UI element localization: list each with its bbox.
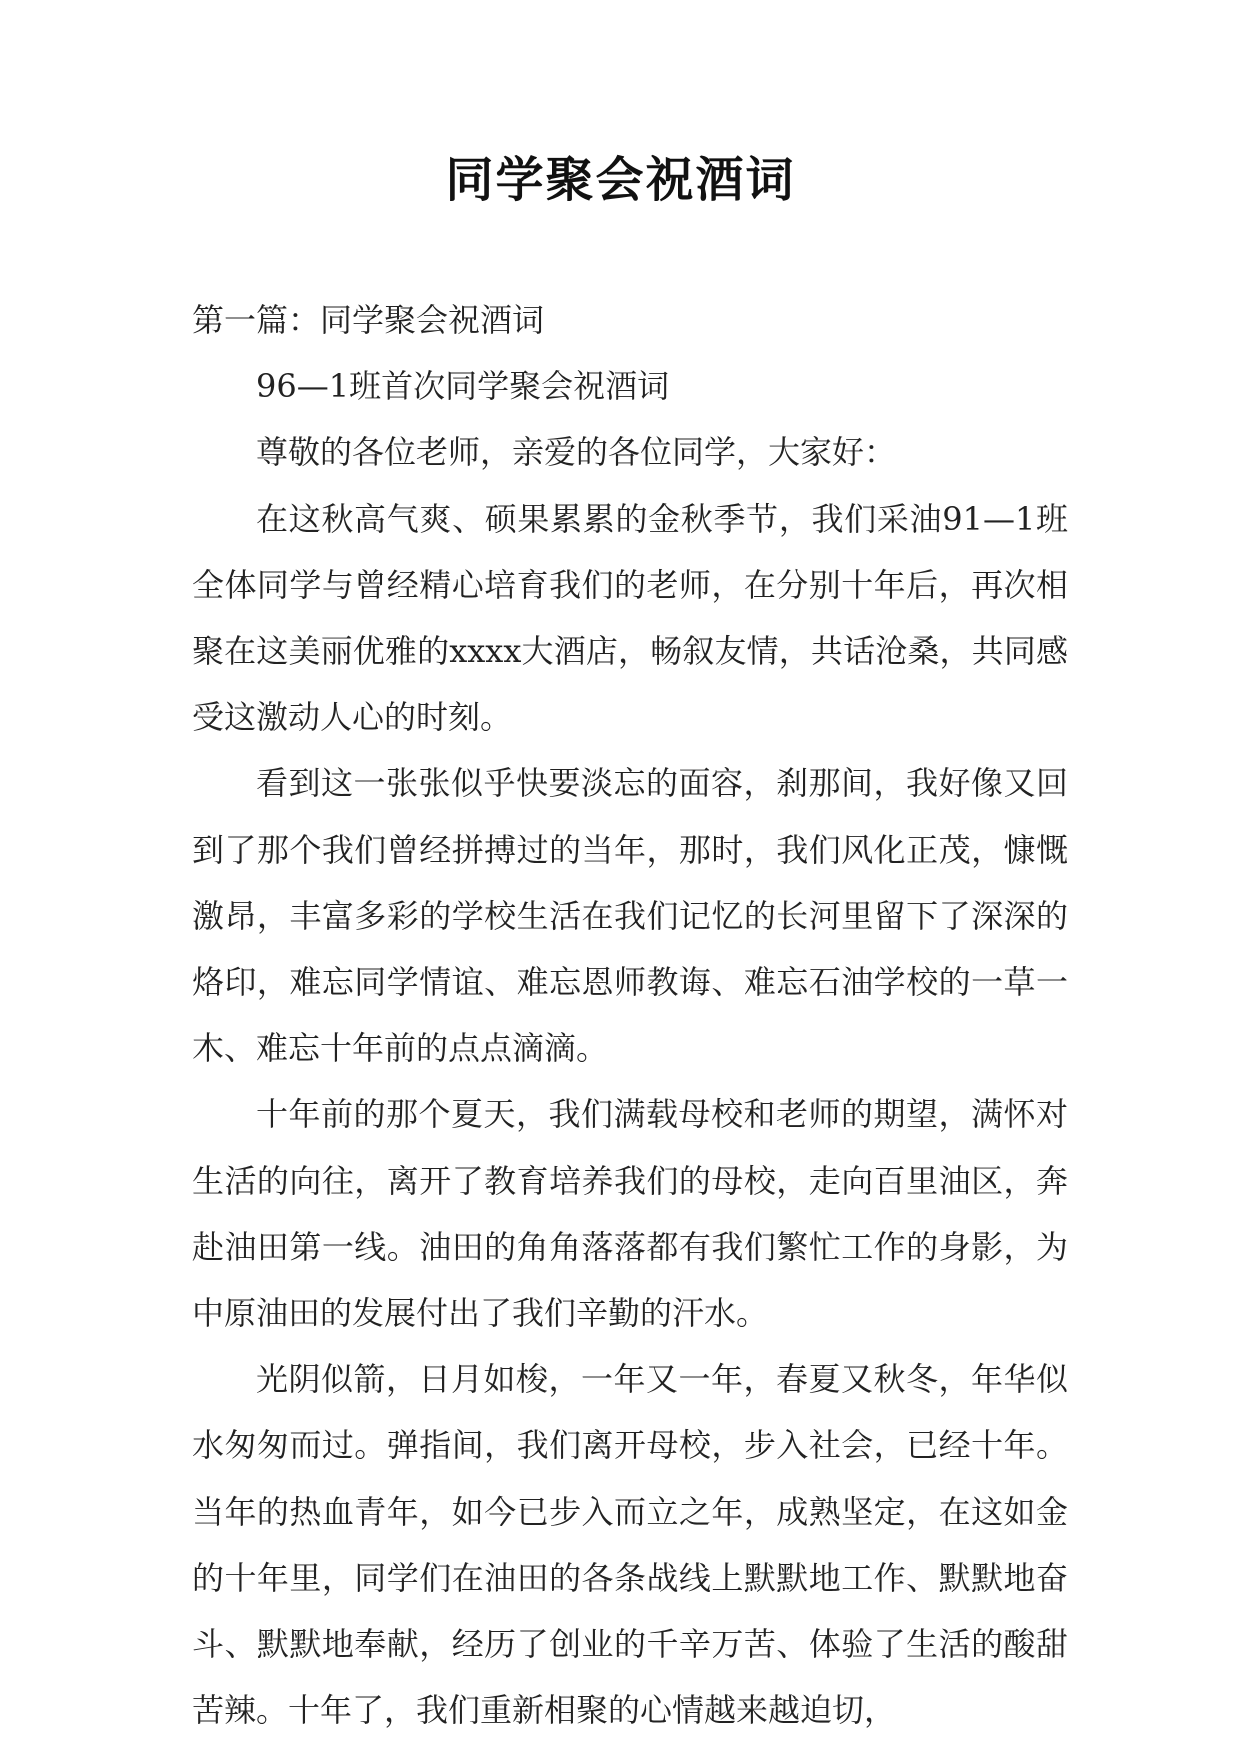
section-heading: 第一篇：同学聚会祝酒词 [192, 301, 545, 339]
paragraph-4: 光阴似箭，日月如梭，一年又一年，春夏又秋冬，年华似水匆匆而过。弹指间，我们离开母校，步入社会，已经十年。当年的热血青年，如今已步入而立之年，成熟坚定，在这如金的十年里，同学们在油田的各条战线上默默地工作、默默地奋斗、默默地奉献，经历了创业的千辛万苦、体验了生活的酸甜苦辣。十年了，我们重新相聚的心情越来越迫切， [192, 1360, 1068, 1730]
document-title: 同学聚会祝酒词 [445, 152, 796, 208]
paragraph-1: 在这秋高气爽、硕果累累的金秋季节，我们采油91—1班全体同学与曾经精心培育我们的老师，在分别十年后，再次相聚在这美丽优雅的xxxx大酒店，畅叙友情，共话沧桑，共同感受这激动人心的时刻。 [192, 499, 1068, 737]
document-body [192, 287, 1068, 1743]
paragraph-subtitle: 96—1班首次同学聚会祝酒词 [256, 367, 670, 406]
paragraph-3: 十年前的那个夏天，我们满载母校和老师的期望，满怀对生活的向往，离开了教育培养我们的母校，走向百里油区，奔赴油田第一线。油田的角角落落都有我们繁忙工作的身影，为中原油田的发展付出了我们辛勤的汗水。 [192, 1095, 1068, 1333]
paragraph-greeting: 尊敬的各位老师，亲爱的各位同学，大家好： [256, 433, 897, 472]
paragraph-2: 看到这一张张似乎快要淡忘的面容，刹那间，我好像又回到了那个我们曾经拼搏过的当年，那时，我们风化正茂，慷慨激昂，丰富多彩的学校生活在我们记忆的长河里留下了深深的烙印，难忘同学情谊、难忘恩师教诲、难忘石油学校的一草一木、难忘十年前的点点滴滴。 [192, 764, 1068, 1068]
